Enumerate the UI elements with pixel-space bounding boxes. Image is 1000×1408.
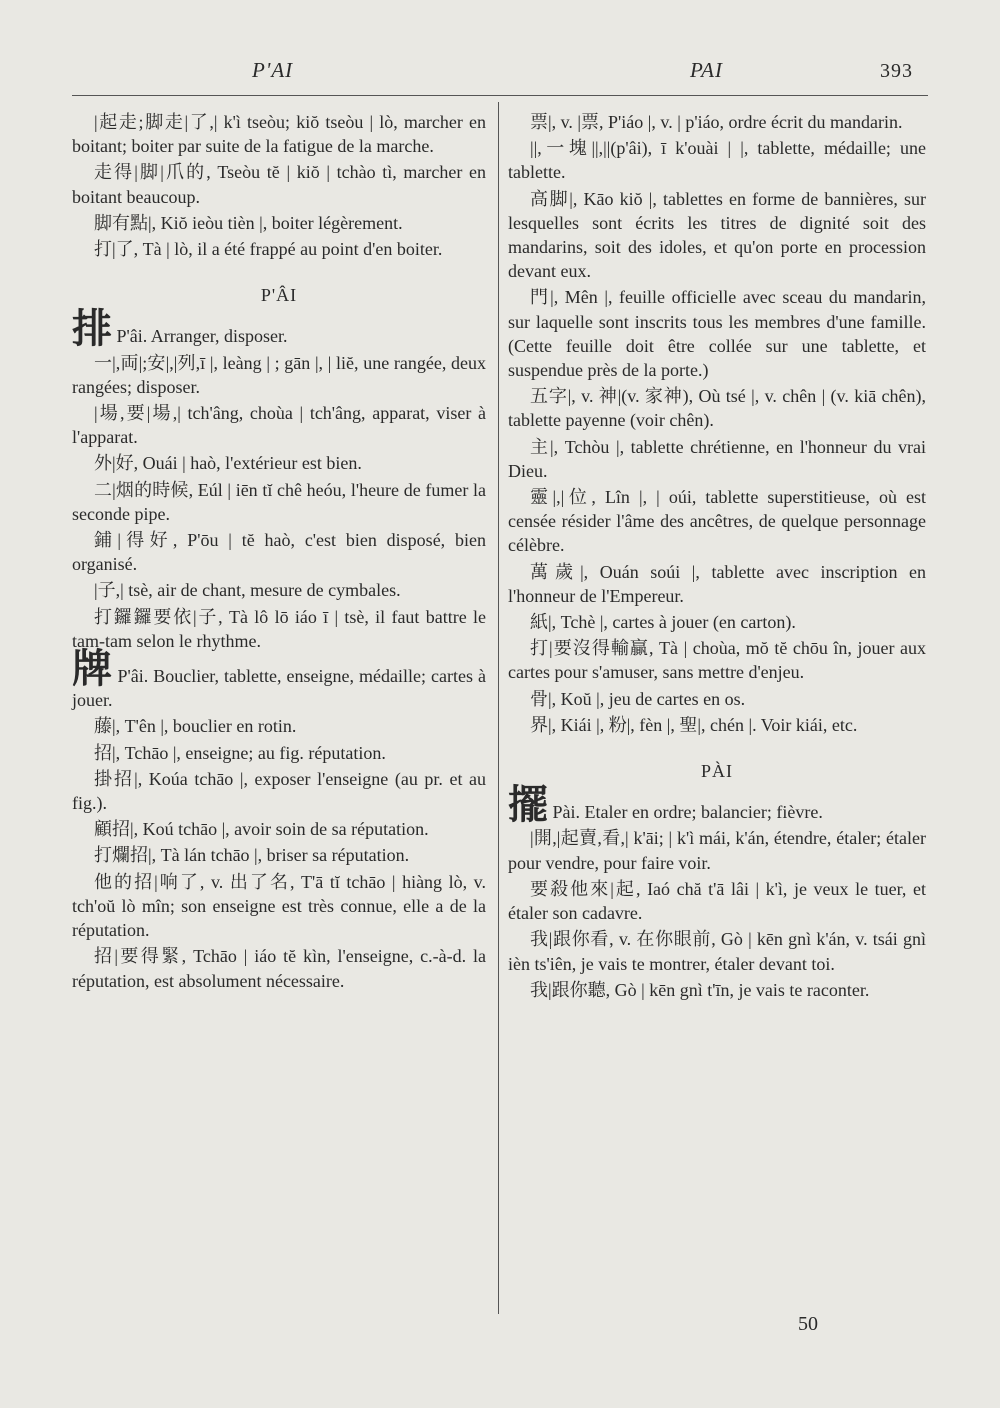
dictionary-entry: 紙|, Tchè |, cartes à jouer (en carton). — [530, 612, 796, 633]
dictionary-entry: 五字|, v. 神|(v. 家神), Où tsé |, v. chên | (v. kiā chên), tablette payenne (voir chên). — [508, 386, 926, 431]
dictionary-entry: 打|了, Tà | lò, il a été frappé au point d'en boiter. — [94, 239, 443, 260]
dictionary-entry: 招|, Tchāo |, enseigne; au fig. réputation. — [94, 742, 386, 763]
dictionary-entry: 鋪|得好, P'ōu | tĕ haò, c'est bien disposé, bien organisé. — [72, 530, 486, 575]
dictionary-entry: 我|跟你看, v. 在你眼前, Gò | kēn gnì k'án, v. tsái gnì ièn ts'iên, je vais te montrer, étaler devant toi. — [508, 929, 926, 974]
dictionary-entry: 萬歲|, Ouán soúi |, tablette avec inscription en l'honneur de l'Empereur. — [508, 561, 926, 606]
dictionary-entry: |子,| tsè, air de chant, mesure de cymbales. — [94, 580, 401, 601]
dictionary-entry: 招|要得緊, Tchāo | iáo tĕ kìn, l'enseigne, c.-à-d. la réputation, est absolument nécessaire. — [72, 946, 486, 991]
dictionary-entry: 打|要沒得輸贏, Tà | choùa, mŏ tĕ chōu în, jouer aux cartes pour s'amuser, sans mettre d'enjeu. — [508, 638, 926, 683]
dictionary-entry: 外|好, Ouái | haò, l'extérieur est bien. — [94, 453, 362, 474]
dictionary-entry: 界|, Kiái |, 粉|, fèn |, 聖|, chén |. Voir kiái, etc. — [530, 714, 858, 735]
column-divider — [498, 102, 499, 1314]
page-number: 393 — [880, 60, 913, 82]
dictionary-entry: 藤|, T'ên |, bouclier en rotin. — [94, 716, 297, 737]
dictionary-entry: 要殺他來|起, Iaó chă t'ā lâi | k'ì, je veux le tuer, et étaler son cadavre. — [508, 878, 926, 924]
running-head-left: P'AI — [252, 58, 294, 82]
dictionary-entry: 掛招|, Koúa tchāo |, exposer l'enseigne (au pr. et au fig.). — [72, 768, 486, 814]
left-column — [72, 110, 486, 995]
dictionary-entry: 他的招|响了, v. 出了名, T'ā tĭ tchāo | hiàng lò, v. tch'oŭ lò mîn; son enseigne est très connue, elle a de la réputation. — [72, 871, 486, 941]
dictionary-entry: 脚有點|, Kiŏ ieòu tièn |, boiter légèrement. — [94, 212, 403, 233]
headword-entry: 牌 P'âi. Bouclier, tablette, enseigne, médaille; cartes à jouer. — [72, 646, 486, 711]
dictionary-entry: 走得|脚|爪的, Tseòu tĕ | kiŏ | tchào tì, marcher en boitant beaucoup. — [72, 162, 486, 207]
dictionary-entry: 主|, Tchòu |, tablette chrétienne, en l'honneur du vrai Dieu. — [508, 436, 926, 481]
section-heading: P'ÂI — [260, 285, 298, 306]
dictionary-entry: 顧招|, Koú tchāo |, avoir soin de sa réputation. — [94, 819, 429, 840]
dictionary-entry: |起走;脚走|了,| k'ì tseòu; kiŏ tseòu | lò, marcher en boitant; boiter par suite de la fatigue de la marche. — [72, 112, 486, 157]
dictionary-entry: |開,|起賣,看,| k'āi; | k'ì mái, k'án, étendre, étaler; étaler pour vendre, pour faire voir. — [508, 828, 926, 873]
dictionary-entry: 我|跟你聽, Gò | kēn gnì t'īn, je vais te raconter. — [530, 979, 870, 1000]
dictionary-entry: 二|烟的時候, Eúl | iēn tĭ chê heóu, l'heure de fumer la seconde pipe. — [72, 479, 486, 524]
dictionary-entry: 門|, Mên |, feuille officielle avec sceau du mandarin, sur laquelle sont inscrits tous les membres d'une famille. (Cette feuille doit être collée sur une tablette, et suspendue près de la porte.) — [508, 287, 926, 381]
dictionary-entry: 打爛招|, Tà lán tchāo |, briser sa réputation. — [94, 845, 410, 866]
running-head-center: PAI — [690, 58, 723, 82]
headword-entry: 擺 Pài. Etaler en ordre; balancier; fièvre. — [508, 782, 823, 828]
signature-mark: 50 — [798, 1313, 818, 1335]
dictionary-entry: 一|,両|;安|,|列,ī |, leàng | ; gān |, | liĕ, une rangée, deux rangées; disposer. — [72, 352, 486, 397]
right-column — [508, 110, 926, 1004]
header-rule — [72, 95, 928, 96]
dictionary-entry: 高脚|, Kāo kiŏ |, tablettes en forme de bannières, sur lesquelles sont écrits les titres de dignité soit des mandarins, soit des idoles, et qu'on porte en procession devant eux. — [508, 188, 926, 282]
dictionary-entry: ||,一塊||,||(p'âi), ī k'ouài | |, tablette, médaille; une tablette. — [508, 138, 926, 183]
dictionary-entry: 靈|,|位, Lîn |, | oúi, tablette superstitieuse, où est censée résider l'âme des ancêtres, de quelque personnage célèbre. — [508, 487, 926, 556]
headword-entry: 排 P'âi. Arranger, disposer. — [72, 306, 288, 352]
dictionary-entry: 票|, v. |票, P'iáo |, v. | p'iáo, ordre écrit du mandarin. — [530, 112, 903, 132]
dictionary-entry: 骨|, Koŭ |, jeu de cartes en os. — [530, 688, 746, 709]
dictionary-entry: |場,要|場,| tch'âng, choùa | tch'âng, apparat, viser à l'apparat. — [72, 403, 486, 448]
section-heading: PÀI — [700, 761, 733, 782]
dictionary-entry: 打鑼鑼要依|子, Tà lô lō iáo ī | tsè, il faut battre le tam-tam selon le rhythme. — [72, 606, 486, 651]
